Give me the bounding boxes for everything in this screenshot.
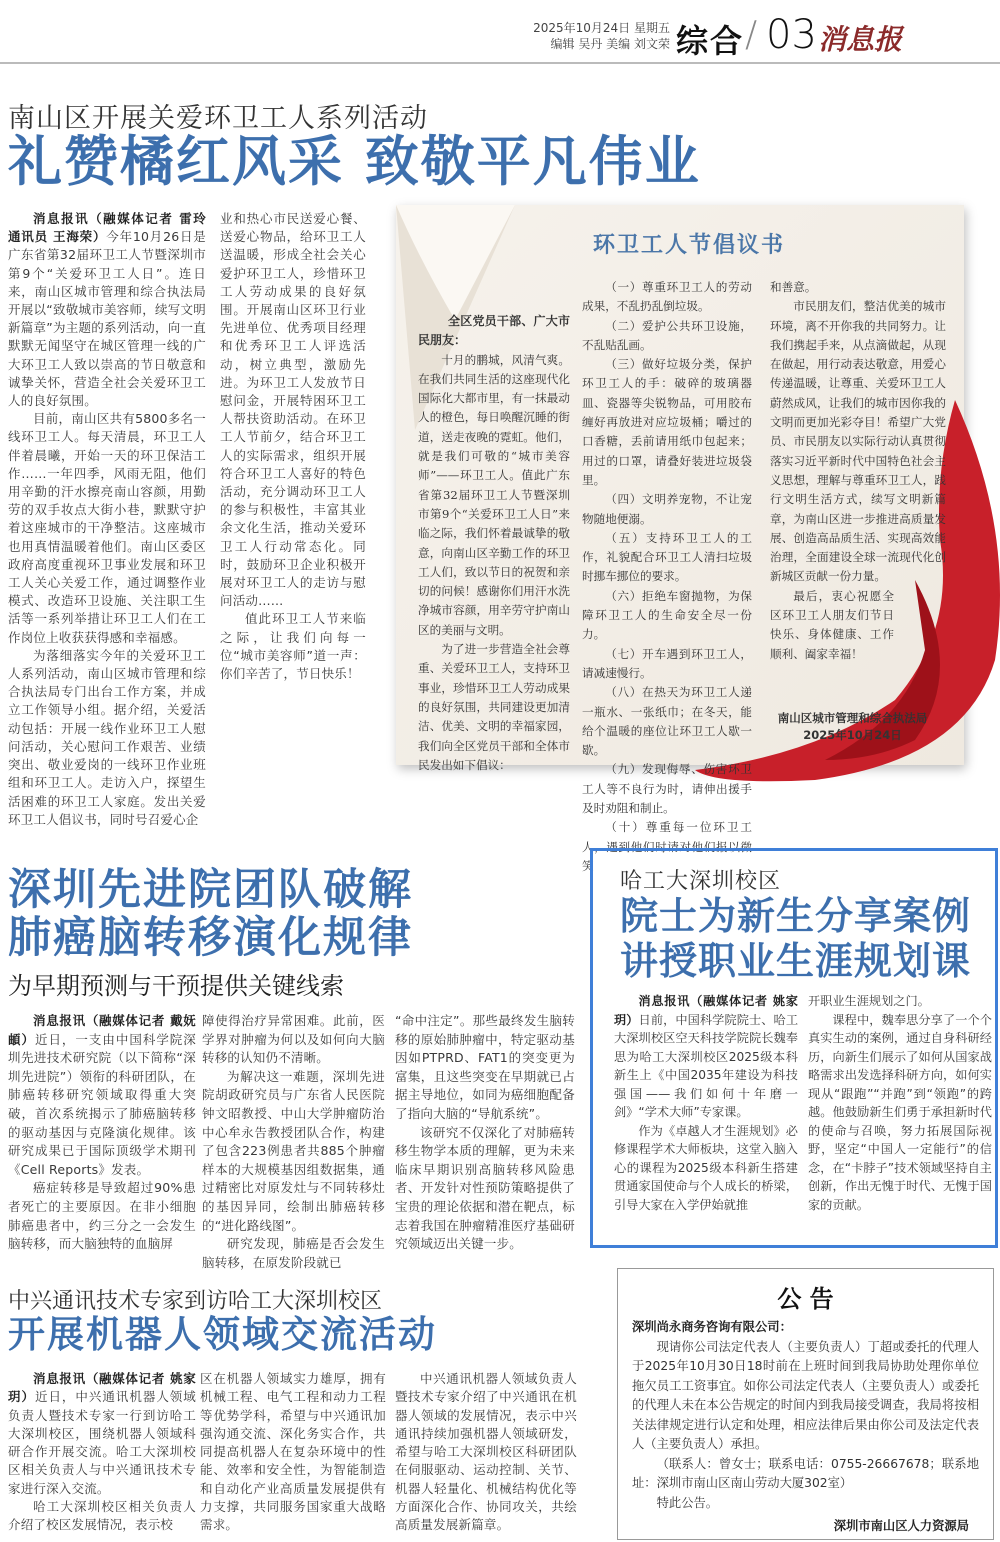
- letter-salutation: 全区党员干部、广大市民朋友：: [418, 314, 570, 348]
- article4-headline: 开展机器人领域交流活动: [8, 1312, 437, 1356]
- article3-column-2: [808, 992, 992, 1214]
- article2-column-1: [8, 1012, 196, 1254]
- article1-kicker: 南山区开展关爱环卫工人系列活动: [8, 103, 428, 134]
- paragraph: [582, 317, 752, 356]
- paragraph-text: 近日，一支由中国科学院深圳先进技术研究院（以下简称“深圳先进院”）领衔的科研团队，在肺癌转移研究领域取得重大突破，首次系统揭示了肺癌脑转移的驱动基因与克隆演化规律。该研究成果已于国际顶级学术期刊《Cell Reports》发表。: [8, 1031, 196, 1177]
- paragraph: [632, 1338, 979, 1455]
- paragraph-text: 为了进一步营造全社会尊重、关爱环卫工人，支持环卫事业，珍惜环卫工人劳动成果的良好氛围，共同建设更加清洁、优美、文明的幸福家园，我们向全区党员干部和全体市民发出如下倡议：: [418, 642, 570, 772]
- newspaper-logo: 消息报: [818, 23, 903, 56]
- paragraph-text: （九）发现侮辱、伤害环卫工人等不良行为时，请伸出援手及时劝阻和制止。: [582, 762, 752, 816]
- letter-date: 2025年10月24日: [803, 728, 902, 742]
- header-rule: [0, 62, 1000, 64]
- paragraph-text: 值此环卫工人节来临之际，让我们向每一位“城市美容师”道一声：你们辛苦了，节日快乐！: [220, 611, 366, 682]
- paragraph: [582, 760, 752, 818]
- paragraph: [582, 683, 752, 760]
- paragraph-text: 作为《卓越人才生涯规划》必修课程学术大师板块，这堂入脑入心的课程为2025级本科新生搭建贯通家国使命与个人成长的桥梁，引导大家在入学伊始就推: [614, 1123, 798, 1212]
- article4-column-2: [200, 1370, 386, 1535]
- paragraph-text: 中兴通讯机器人领域负责人暨技术专家介绍了中兴通讯在机器人领域的发展情况，表示中兴通讯持续加强机器人领域研发，希望与哈工大深圳校区科研团队在伺服驱动、运动控制、关节、机器人轻量化、机械结构优化等方面深化合作、协同攻关，共绘高质量发展新篇章。: [395, 1371, 577, 1533]
- paragraph: [395, 1012, 575, 1124]
- paragraph: [220, 610, 366, 683]
- paragraph: [395, 1370, 577, 1535]
- paragraph-text: 近日，中兴通讯机器人领域负责人暨技术专家一行到访哈工大深圳校区，围绕机器人领域科研合作开展交流。哈工大深圳校区相关负责人与中兴通讯技术专家进行深入交流。: [8, 1389, 196, 1496]
- paragraph: [632, 1494, 979, 1514]
- article4-column-3: [395, 1370, 577, 1535]
- paragraph: [582, 490, 752, 529]
- letter-signature: [765, 710, 940, 744]
- paragraph-text: （二）爱护公共环卫设施，不乱贴乱画。: [582, 318, 752, 352]
- paragraph-text: 为落细落实今年的关爱环卫工人系列活动，南山区城市管理和综合执法局专门出台工作方案，并成立工作领导小组。据介绍，关爱活动包括：开展一线作业环卫工人慰问活动，关心慰问工作艰苦、业绩突出、敬业爱岗的一线环卫作业班组和环卫工人。走访入户，探望生活困难的环卫工人家庭。发出关爱环卫工人倡议书，同时号召爱心企: [8, 647, 206, 827]
- paragraph-text: 今年10月26日是广东省第32届环卫工人节暨深圳市第9个“关爱环卫工人日”。连日来，南山区城市管理和综合执法局开展以“致敬城市美容师，续写文明新篇章”为主题的系列活动，向一直默默无闻坚守在城区管理一线的广大环卫工人致以崇高的节日敬意和诚挚关怀，营造全社会关爱环卫工人的良好氛围。: [8, 229, 206, 409]
- paragraph-text: （联系人：曾女士；联系电话：0755-26667678；联系地址：深圳市南山区南山劳动大厦302室）: [632, 1456, 979, 1490]
- editors: 编辑 吴丹 美编 刘文荣: [550, 37, 670, 51]
- paragraph-text: 十月的鹏城，风清气爽。在我们共同生活的这座现代化国际化大都市里，有一抹最动人的橙色，每日唤醒沉睡的街道，送走夜晚的霓虹。他们，就是我们可敬的“城市美容师”——环卫工人。值此广东省第32届环卫工人节暨深圳市第9个“关爱环卫工人日”来临之际，我们怀着最诚挚的敬意，向南山区辛勤工作的环卫工人们，致以节日的祝贺和亲切的问候！感谢你们用汗水洗净城市容颜，用辛劳守护南山区的美丽与文明。: [418, 352, 570, 637]
- paragraph: [418, 640, 570, 775]
- article3-headline: [620, 893, 971, 983]
- paragraph-text: 和善意。: [770, 280, 817, 294]
- letter-signer: 南山区城市管理和综合执法局: [777, 711, 928, 725]
- article1-column-2: [220, 210, 366, 683]
- byline: 消息报讯（融媒体记者 姚家玥）: [8, 1371, 196, 1405]
- letter-title: 环卫工人节倡议书: [593, 232, 786, 258]
- paragraph-text: （八）在热天为环卫工人递一瓶水、一张纸巾；在冬天，能给个温暖的座位让环卫工人歇一歇。: [582, 685, 752, 758]
- issue-info: [500, 20, 670, 52]
- article1-headline: 礼赞橘红风采 致敬平凡伟业: [8, 129, 701, 193]
- paragraph: [202, 1068, 385, 1235]
- paragraph-text: 为解决这一难题，深圳先进院胡政研究员与广东省人民医院钟文昭教授、中山大学肿瘤防治中心牟永告教授团队合作，构建了包含223例患者共885个肿瘤样本的大规模基因组数据集，通过精密比对原发灶与不同转移灶的基因异同，绘制出肺癌转移的“进化路线图”。: [202, 1068, 385, 1233]
- letter-closing: 最后，衷心祝愿全区环卫工人朋友们节日快乐、身体健康、工作顺利、阖家幸福！: [770, 588, 894, 661]
- public-notice: [617, 1268, 994, 1540]
- article2-column-2: [202, 1012, 385, 1272]
- letter-column-1: [418, 312, 570, 775]
- paragraph-text: 哈工大深圳校区相关负责人介绍了校区发展情况，表示校: [8, 1499, 196, 1533]
- paragraph: [582, 645, 752, 684]
- paragraph: [582, 278, 752, 317]
- paragraph-text: 开职业生涯规划之门。: [808, 994, 930, 1008]
- issue-date: 2025年10月24日 星期五: [533, 21, 670, 35]
- paragraph-text: （三）做好垃圾分类，保护环卫工人的手：破碎的玻璃器皿、瓷器等尖锐物品，可用胶布缠好再放进对应垃圾桶；嚼过的口香糖，丢前请用纸巾包起来；用过的口罩，请叠好装进垃圾袋里。: [582, 357, 752, 487]
- paragraph: [582, 529, 752, 587]
- paragraph-text: 现请你公司法定代表人（主要负责人）丁超或委托的代理人于2025年10月30日18时前在上班时间到我局协助处理你单位拖欠员工工资事宜。如你公司法定代表人（主要负责人）或委托的代理人未在本公告规定的时间内到我局接受调查，我局将按相关法律规定进行认定和处理，相应法律后果由你公司及法定代表人（主要负责人）承担。: [632, 1339, 979, 1451]
- article2-headline-line2: 肺癌脑转移演化规律: [8, 913, 413, 963]
- paragraph: [202, 1012, 385, 1068]
- paragraph-text: （一）尊重环卫工人的劳动成果，不乱扔乱倒垃圾。: [582, 280, 752, 314]
- paragraph: [8, 1012, 196, 1179]
- byline: 消息报讯（融媒体记者 戴妩頔）: [8, 1013, 196, 1047]
- article4-column-1: [8, 1370, 196, 1535]
- paragraph-text: 障使得治疗异常困难。此前，医学界对肿瘤为何以及如何向大脑转移的认知仍不清晰。: [202, 1013, 385, 1066]
- paragraph: [418, 351, 570, 640]
- paragraph-text: 业和热心市民送爱心餐、送爱心物品，给环卫工人送温暖，形成全社会关心爱护环卫工人，珍惜环卫工人劳动成果的良好氛围。开展南山区环卫行业先进单位、优秀项目经理和优秀环卫工人评选活动，树立典型，激励先进。为环卫工人发放节日慰问金，开展特困环卫工人帮扶资助活动。在环卫工人节前夕，结合环卫工人的实际需求，组织开展符合环卫工人喜好的特色活动，充分调动环卫工人的参与积极性，丰富其业余文化生活，推动关爱环卫工人行动常态化。同时，鼓励环卫企业积极开展对环卫工人的走访与慰问活动……: [220, 211, 366, 609]
- paragraph: [614, 1122, 798, 1215]
- paragraph-text: （十）尊重每一位环卫工人，遇到他们时请对他们报以微笑: [582, 820, 752, 873]
- paragraph: [582, 355, 752, 490]
- article3-kicker: 哈工大深圳校区: [620, 869, 782, 894]
- paragraph: [808, 992, 992, 1011]
- page-number: 03: [766, 12, 817, 58]
- paragraph: [770, 297, 946, 586]
- paragraph-text: （五）支持环卫工人的工作，礼貌配合环卫工人清扫垃圾时挪车挪位的要求。: [582, 530, 752, 584]
- paragraph-text: 癌症转移是导致超过90%患者死亡的主要原因。在非小细胞肺癌患者中，约三分之一会发生脑转移，而大脑独特的血脑屏: [8, 1180, 196, 1252]
- paragraph: [8, 210, 206, 410]
- paragraph-text: 课程中，魏奉思分享了一个个真实生动的案例，通过自身科研经历，向新生们展示了如何从国家战略需求出发选择科研方向，如何实现从“跟跑”“并跑”到“领跑”的跨越。他鼓励新生们勇于承担新时代的使命与召唤，努力拓展国际视野，坚定“中国人一定能行”的信念，在“卡脖子”技术领域坚持自主创新，作出无愧于时代、无愧于国家的贡献。: [808, 1012, 992, 1212]
- article2-subtitle: 为早期预测与干预提供关键线索: [8, 972, 344, 1000]
- paragraph-text: 区在机器人领域实力雄厚，拥有机械工程、电气工程和动力工程等优势学科，希望与中兴通讯加强沟通交流、深化务实合作，共同提高机器人在复杂环境中的性能、效率和安全性，为智能制造和自动化产业高质量发展提供有力支撑，共同服务国家重大战略需求。: [200, 1371, 386, 1533]
- paragraph-text: 市民朋友们，整洁优美的城市环境，离不开你我的共同努力。让我们携起手来，从点滴做起，从现在做起，用行动表达敬意，用爱心传递温暖，让尊重、关爱环卫工人蔚然成风，让我们的城市因你我的文明而更加光彩夺目！希望广大党员、市民朋友以实际行动认真贯彻落实习近平新时代中国特色社会主义思想，理解与尊重环卫工人，践行文明生活方式，续写文明新篇章，为南山区进一步推进高质量发展、创造高品质生活、实现高效能治理，全面建设全球一流现代化创新城区贡献一份力量。: [770, 299, 946, 584]
- article1-column-1: [8, 210, 206, 829]
- paragraph-text: 该研究不仅深化了对肺癌转移生物学本质的理解，更为未来临床早期识别高脑转移风险患者、开发针对性预防策略提供了宝贵的理论依据和潜在靶点，标志着我国在肿瘤精准医疗基础研究领域迈出关键一步。: [395, 1124, 575, 1252]
- byline: 消息报讯（融媒体记者 雷玲 通讯员 王海荣）: [8, 211, 206, 245]
- paragraph: [8, 1179, 196, 1253]
- letter-column-2: [582, 278, 752, 876]
- paragraph: [202, 1235, 385, 1272]
- paragraph: [200, 1370, 386, 1535]
- article2-column-3: [395, 1012, 575, 1254]
- paragraph: [395, 1124, 575, 1254]
- paragraph: [8, 1498, 196, 1535]
- paragraph: [8, 1370, 196, 1498]
- article3-headline-line2: 讲授职业生涯规划课: [620, 938, 972, 983]
- section-name: 综合: [676, 22, 745, 60]
- article3-column-1: [614, 992, 798, 1214]
- article4-kicker: 中兴通讯技术专家到访哈工大深圳校区: [8, 1289, 383, 1314]
- notice-addressee: 深圳尚永商务咨询有限公司：: [632, 1320, 792, 1334]
- divider-slash: /: [745, 14, 758, 55]
- paragraph-text: “命中注定”。那些最终发生脑转移的原始肺肿瘤中，特定驱动基因如PTPRD、FAT1的突变更为富集，且这些突变在早期就已占据主导地位，如同为癌细胞配备了指向大脑的“导航系统”。: [395, 1013, 575, 1121]
- paragraph-text: （七）开车遇到环卫工人，请减速慢行。: [582, 646, 752, 680]
- paragraph-text: 目前，南山区共有5800多名一线环卫工人。每天清晨，环卫工人伴着晨曦，开始一天的环卫保洁工作……一年四季，风雨无阻，他们用辛勤的汗水擦亮南山容颜，用勤劳的双手妆点大街小巷，默默守护着这座城市的干净整洁。这座城市也用真情温暖着他们。南山区委区政府高度重视环卫事业发展和环卫工人关心关爱工作，通过调整作业模式、改造环卫设施、关注职工生活等一系列举措让环卫工人们在工作岗位上收获获得感和幸福感。: [8, 411, 206, 645]
- paragraph: [632, 1455, 979, 1494]
- paragraph-text: 研究发现，肺癌是否会发生脑转移，在原发阶段就已: [202, 1236, 385, 1270]
- paragraph-text: 特此公告。: [656, 1495, 719, 1510]
- paragraph-text: （四）文明养宠物，不让宠物随地便溺。: [582, 492, 752, 526]
- letter-column-3: [770, 278, 946, 664]
- paragraph-text: （六）拒绝车窗抛物，为保障环卫工人的生命安全尽一份力。: [582, 588, 752, 642]
- byline: 消息报讯（融媒体记者 姚家玥）: [614, 994, 798, 1027]
- paragraph: [614, 992, 798, 1122]
- paragraph: [220, 210, 366, 610]
- paragraph: [770, 278, 946, 297]
- paragraph: [8, 647, 206, 829]
- article3-headline-line1: 院士为新生分享案例: [620, 893, 972, 938]
- paragraph: [8, 410, 206, 647]
- paragraph-text: 日前，中国科学院院士、哈工大深圳校区空天科技学院院长魏奉思为哈工大深圳校区2025级本科新生上《中国2035年建设为科技强国——我们如何十年磨一剑》“学术大师”专家课。: [614, 1012, 799, 1119]
- paragraph: [582, 587, 752, 645]
- notice-title: 公 告: [777, 1285, 834, 1313]
- notice-signer: 深圳市南山区人力资源局: [833, 1519, 969, 1533]
- article2-headline-line1: 深圳先进院团队破解: [8, 865, 413, 915]
- article2-headline: [8, 866, 413, 962]
- paragraph: [808, 1011, 992, 1215]
